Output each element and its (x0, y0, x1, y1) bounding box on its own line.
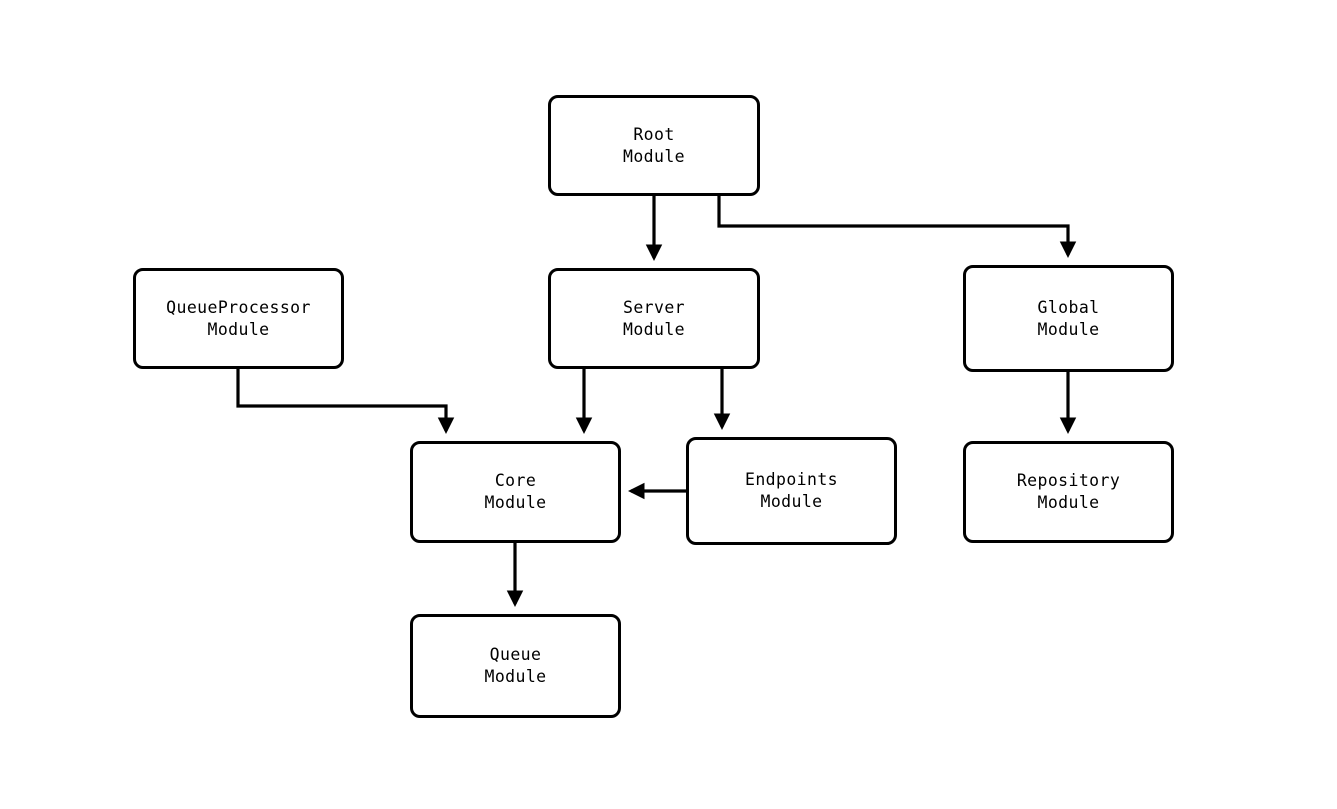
node-queue-module[interactable] (410, 614, 621, 718)
node-global-module[interactable] (963, 265, 1174, 372)
edge-root-to-global (719, 196, 1068, 255)
node-queueprocessor-module[interactable] (133, 268, 344, 369)
node-label-line1: Endpoints (744, 470, 838, 489)
node-label-line1: Queue (489, 645, 542, 664)
node-label-line2: Module (484, 667, 547, 686)
node-label-line2: Module (1037, 319, 1100, 339)
node-root-module[interactable] (548, 95, 760, 196)
node-label-line2: Module (207, 319, 270, 339)
node-label-line1: Server (622, 297, 685, 317)
node-label-line1: QueueProcessor (166, 297, 311, 317)
node-label-line1: Global (1037, 297, 1100, 317)
node-core-module[interactable] (410, 441, 621, 543)
node-label-line2: Module (1037, 493, 1100, 512)
node-label-line2: Module (760, 492, 823, 511)
node-label-line2: Module (622, 319, 685, 339)
node-label-line2: Module (484, 493, 547, 512)
node-label-line1: Core (494, 471, 537, 490)
node-server-module[interactable] (548, 268, 760, 369)
edge-queueprocessor-to-core (238, 369, 446, 431)
node-label-line1: Root (633, 124, 675, 144)
node-endpoints-module[interactable] (686, 437, 897, 545)
node-repository-module[interactable] (963, 441, 1174, 543)
node-label-line2: Module (622, 146, 685, 166)
node-label-line1: Repository (1016, 471, 1121, 490)
